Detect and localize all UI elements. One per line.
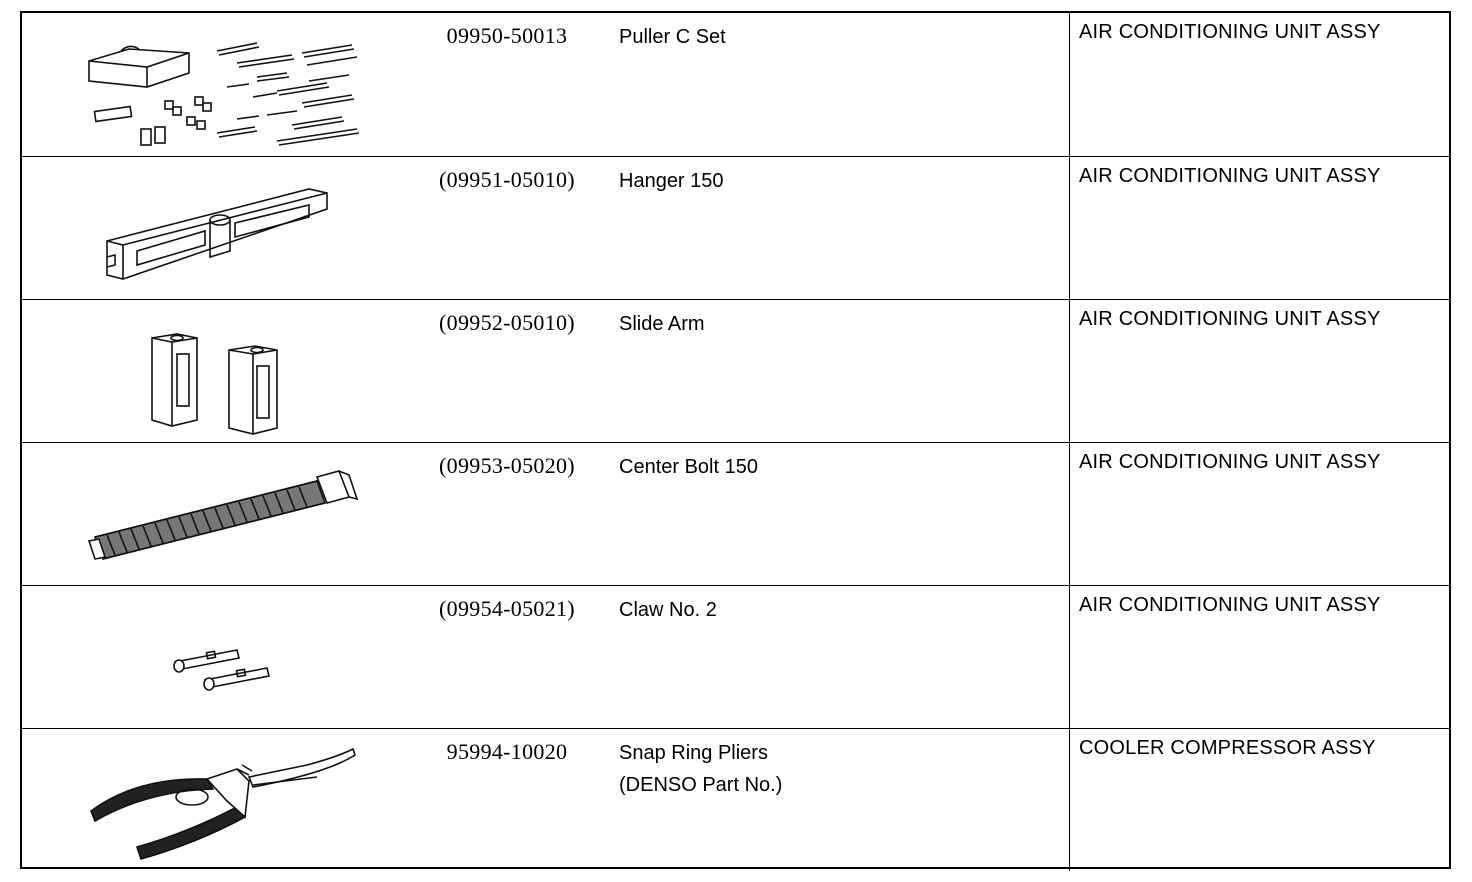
slide-arm-icon [77, 308, 377, 436]
table-row [22, 13, 1449, 156]
part-number: (09954-05021) [439, 596, 575, 621]
usage-text: AIR CONDITIONING UNIT ASSY [1079, 308, 1381, 330]
tool-name-line1: Center Bolt 150 [619, 456, 758, 478]
table-row [22, 156, 1449, 299]
usage-text: AIR CONDITIONING UNIT ASSY [1079, 451, 1381, 473]
column-divider [1069, 586, 1070, 728]
table-row [22, 585, 1449, 728]
puller-set-icon [77, 21, 377, 149]
tool-name-line1: Slide Arm [619, 313, 705, 335]
tool-name [619, 21, 1059, 53]
usage-text: COOLER COMPRESSOR ASSY [1079, 737, 1376, 759]
tool-name [619, 594, 1059, 626]
part-number: 09950-50013 [446, 23, 568, 48]
table-row [22, 728, 1449, 871]
column-divider [1069, 729, 1070, 871]
tool-name [619, 737, 1059, 801]
tool-name-line1: Hanger 150 [619, 170, 724, 192]
usage-text: AIR CONDITIONING UNIT ASSY [1079, 594, 1381, 616]
hanger-icon [77, 165, 377, 293]
special-tools-table [20, 11, 1451, 869]
tool-name [619, 451, 1059, 483]
usage-text: AIR CONDITIONING UNIT ASSY [1079, 165, 1381, 187]
tool-name-line1: Snap Ring Pliers [619, 742, 768, 764]
part-number: (09953-05020) [439, 453, 575, 478]
tool-name-line1: Claw No. 2 [619, 599, 717, 621]
column-divider [1069, 443, 1070, 585]
tool-name-line2: (DENSO Part No.) [619, 774, 783, 796]
usage-text: AIR CONDITIONING UNIT ASSY [1079, 21, 1381, 43]
tool-name [619, 165, 1059, 197]
column-divider [1069, 13, 1070, 156]
part-number: (09951-05010) [439, 167, 575, 192]
part-number: 95994-10020 [446, 739, 568, 764]
part-number: (09952-05010) [439, 310, 575, 335]
center-bolt-icon [77, 451, 377, 579]
column-divider [1069, 157, 1070, 299]
tool-name-line1: Puller C Set [619, 26, 726, 48]
column-divider [1069, 300, 1070, 442]
tool-name [619, 308, 1059, 340]
claw-icon [77, 594, 377, 722]
snap-ring-pliers-icon [77, 737, 377, 865]
table-row [22, 442, 1449, 585]
table-row [22, 299, 1449, 442]
